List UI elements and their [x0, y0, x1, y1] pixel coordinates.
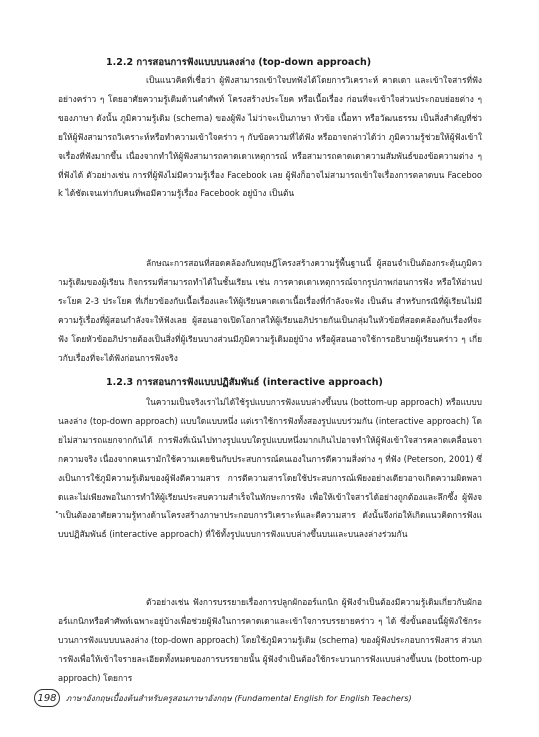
paragraph-top-down-definition: เป็นแนวคิดที่เชื่อว่า ผู้ฟังสามารถเข้าใจบทฟังได้โดยการวิเคราะห์ คาดเดา และเข้าใจสารที่ฟังอย่างคร่าว ๆ โดยอาศัยความรู้เดิมด้านคำศัพท์ โครงสร้างประโยค หรือเนื้อเรื่อง ก่อนที่จะเข้าใจส่วนประกอบย่อยต่าง ๆ ของภาษา ดังนั้น ภูมิความรู้เดิม (schema) ของผู้ฟัง ไม่ว่าจะเป็นภาษา หัวข้อ เนื้อหา หรือวัฒนธรรม เป็นสิ่งสำคัญที่ช่วยให้ผู้ฟังสามารถวิเคราะห์หรือทำความเข้าใจคร่าว ๆ กับข้อความที่ได้ฟัง หรืออาจกล่าวได้ว่า ภูมิความรู้ช่วยให้ผู้ฟังเข้าใจเรื่องที่ฟังมากขึ้น เนื่องจากทำให้ผู้ฟังสามารถคาดเดาเหตุการณ์ หรือสามารถคาดเดาความสัมพันธ์ของข้อความต่าง ๆ ที่ฟังได้ ตัวอย่างเช่น การที่ผู้ฟังไม่มีความรู้เรื่อง Facebook เลย ผู้ฟังก็อาจไม่สามารถเข้าใจเรื่องการตลาดบน Facebook ได้ชัดเจนเท่ากับคนที่พอมีความรู้เรื่อง Facebook อยู่บ้าง เป็นต้น	[58, 75, 482, 199]
page-footer	[34, 688, 504, 708]
paragraph-interactive-definition: ในความเป็นจริงเราไม่ได้ใช้รูปแบบการฟังแบบล่างขึ้นบน (bottom-up approach) หรือแบบบนลงล่าง (top-down approach) แบบใดแบบหนึ่ง แต่เราใช้การฟังทั้งสองรูปแบบร่วมกัน (interactive approach) โดยไม่สามารถแยกจากกันได้ การฟังที่เน้นไปทางรูปแบบใดรูปแบบหนึ่งมากเกินไปอาจทำให้ผู้ฟังเข้าใจสารคลาดเคลื่อนจากความจริง เนื่องจากคนเรามักใช้ความเคยชินกับประสบการณ์ตนเองในการตีความสิ่งต่าง ๆ ที่ฟัง (Peterson, 2001) ซึ่งเป็นการใช้ภูมิความรู้เดิมของผู้ฟังตีความสาร การตีความสารโดยใช้ประสบการณ์เพียงอย่างเดียวอาจเกิดความผิดพลาดและไม่เพียงพอในการทำให้ผู้เรียนประสบความสำเร็จในทักษะการฟัง เพื่อให้เข้าใจสารได้อย่างถูกต้องและลึกซึ้ง ผู้ฟังจำเป็นต้องอาศัยความรู้ทางด้านโครงสร้างภาษาประกอบการวิเคราะห์และตีความสาร ดังนั้นจึงก่อให้เกิดแนวคิดการฟังแบบปฏิสัมพันธ์ (interactive approach) ที่ใช้ทั้งรูปแบบการฟังแบบล่างขึ้นบนและบนลงล่างร่วมกัน	[58, 397, 482, 540]
section-heading-1-2-2: 1.2.2 การสอนการฟังแบบบนลงล่าง (top-down approach)	[106, 57, 372, 68]
page-number: 198	[34, 689, 60, 707]
section-heading-1-2-3: 1.2.3 การสอนการฟังแบบปฏิสัมพันธ์ (interactive approach)	[106, 377, 383, 388]
running-footer-title: ภาษาอังกฤษเบื้องต้นสำหรับครูสอนภาษาอังกฤษ (Fundamental English for English Teachers)	[66, 693, 412, 703]
paragraph-top-down-teaching: ลักษณะการสอนที่สอดคล้องกับทฤษฎีโครงสร้างความรู้พื้นฐานนี้ ผู้สอนจำเป็นต้องกระตุ้นภูมิความรู้เดิมของผู้เรียน กิจกรรมที่สามารถทำได้ในชั้นเรียน เช่น การคาดเดาเหตุการณ์จากรูปภาพก่อนการฟัง หรือให้อ่านประโยค 2-3 ประโยค ที่เกี่ยวข้องกับเนื้อเรื่องและให้ผู้เรียนคาดเดาเนื้อเรื่องที่กำลังจะฟัง เป็นต้น สำหรับกรณีที่ผู้เรียนไม่มีความรู้เรื่องที่ผู้สอนกำลังจะให้ฟังเลย ผู้สอนอาจเปิดโอกาสให้ผู้เรียนอภิปรายกันเป็นกลุ่มในหัวข้อที่สอดคล้องกับเรื่องที่จะฟัง โดยหัวข้ออภิปรายต้องเป็นสิ่งที่ผู้เรียนบางส่วนมีภูมิความรู้เดิมอยู่บ้าง หรือผู้สอนอาจใช้การอธิบายผู้เรียนคร่าว ๆ เกี่ยวกับเรื่องที่จะได้ฟังก่อนการฟังจริง	[58, 258, 482, 363]
paragraph-interactive-example: ตัวอย่างเช่น ฟังการบรรยายเรื่องการปลูกผักออร์แกนิก ผู้ฟังจำเป็นต้องมีความรู้เดิมเกี่ยวกับผักออร์แกนิกหรือคำศัพท์เฉพาะอยู่บ้างเพื่อช่วยผู้ฟังในการคาดเดาและเข้าใจการบรรยายคร่าว ๆ ได้ ซึ่งขั้นตอนนี้ผู้ฟังใช้กระบวนการฟังแบบบนลงล่าง (top-down approach) โดยใช้ภูมิความรู้เดิม (schema) ของผู้ฟังประกอบการฟังสาร ส่วนการฟังเพื่อให้เข้าใจรายละเอียดทั้งหมดของการบรรยายนั้น ผู้ฟังจำเป็นต้องใช้กระบวนการฟังแบบล่างขึ้นบน (bottom-up approach) โดยการ	[58, 597, 482, 683]
